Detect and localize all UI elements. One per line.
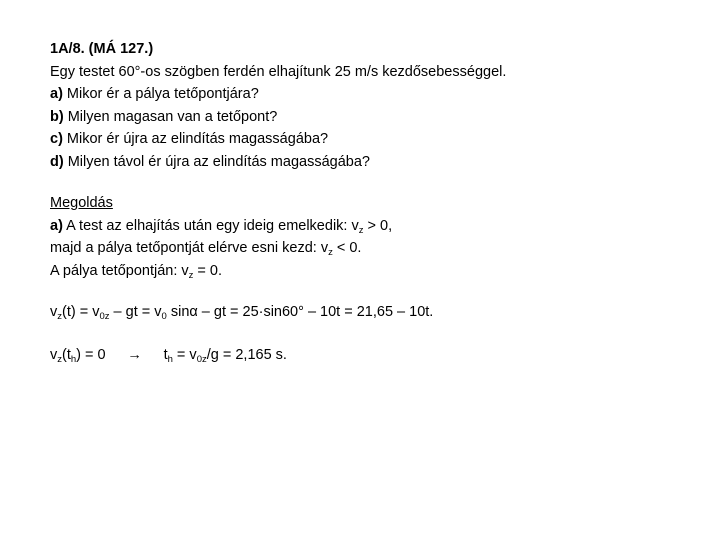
question-label: b)	[50, 108, 64, 125]
question-c	[50, 128, 506, 151]
problem-block	[50, 38, 506, 173]
question-d	[50, 151, 506, 174]
question-text: Milyen magasan van a tetőpont?	[63, 108, 278, 125]
solution-heading: Megoldás	[50, 195, 113, 211]
question-a	[50, 83, 506, 106]
question-text: Milyen távol ér újra az elindítás magasságába?	[63, 153, 370, 170]
question-text: Mikor ér a pálya tetőpontjára?	[62, 86, 259, 102]
question-label: c)	[50, 131, 63, 147]
question-text: Mikor ér újra az elindítás magasságába?	[62, 131, 329, 147]
solution-line-a: a) A test az elhajítás után egy ideig emelkedik: $v_z > 0$,	[50, 217, 393, 236]
solution-block	[50, 192, 392, 282]
implies-arrow-icon: →	[127, 347, 142, 363]
apex-time-equation: $v_z(t_h) = 0 \to t_h = v_{0z}/g = 2,165$ s.	[50, 344, 287, 367]
question-label: a)	[50, 86, 63, 102]
question-label: d)	[50, 153, 64, 170]
solution-line-2: majd a pálya tetőpontját elérve esni kezd: $v_z < 0$.	[50, 240, 362, 258]
question-b	[50, 106, 506, 129]
velocity-equation: $v_z(t) = v_{0z}$ – gt = $v_0$ sinα – gt = 25·sin60° – 10t = 21,65 – 10t.	[50, 304, 434, 322]
solution-label: a)	[50, 217, 63, 234]
solution-line-3: A pálya tetőpontján: $v_z = 0$.	[50, 262, 223, 281]
problem-statement: Egy testet 60°-os szögben ferdén elhajítunk 25 m/s kezdősebességgel.	[50, 63, 507, 80]
problem-title: 1A/8. (MÁ 127.)	[50, 41, 154, 57]
